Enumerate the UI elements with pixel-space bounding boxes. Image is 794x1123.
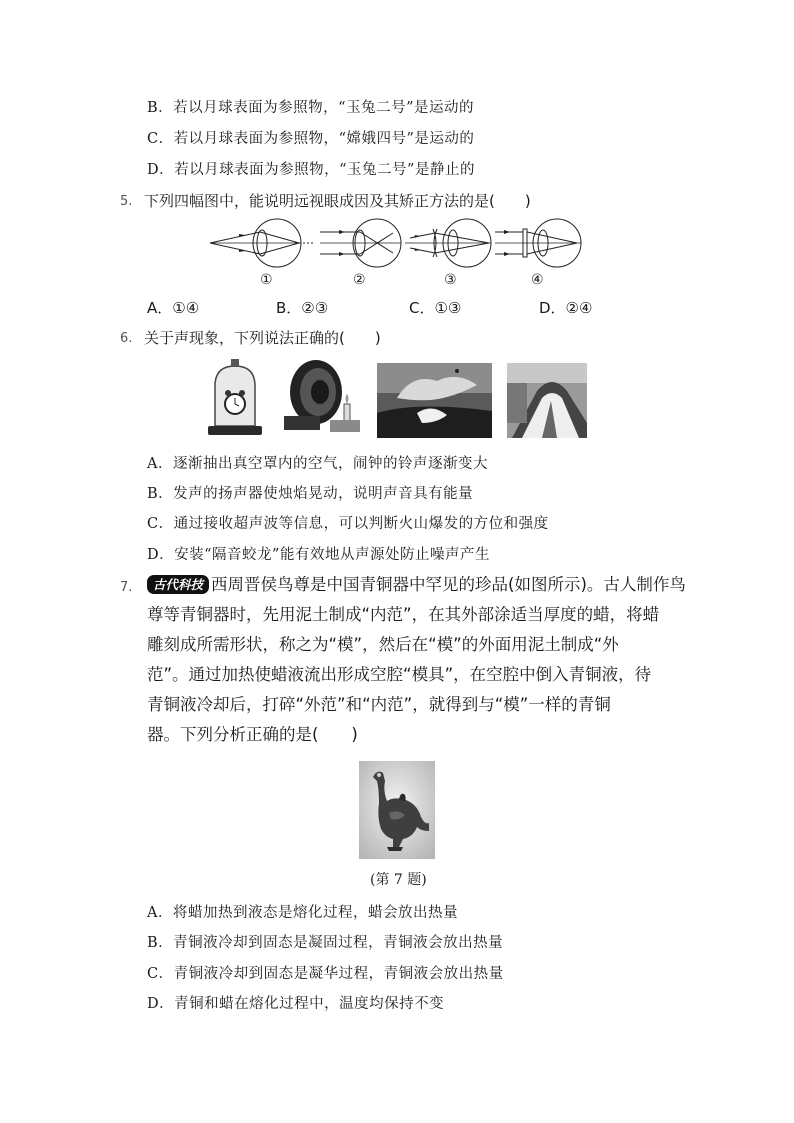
eye-diagram-4 bbox=[495, 219, 581, 267]
eye-diagram-1 bbox=[210, 219, 315, 267]
figure-label-4: ④ bbox=[531, 272, 544, 288]
q7-stem-line-3: 雕刻成所需形状，称之为“模”，然后在“模”的外面用泥土制成“外 bbox=[147, 635, 619, 654]
q7-option-b: B．青铜液冷却到固态是凝固过程，青铜液会放出热量 bbox=[147, 935, 504, 951]
q6-number: 6. bbox=[120, 331, 133, 346]
figure-label-2: ② bbox=[353, 272, 366, 288]
q5-choice-a: A．①④ bbox=[147, 299, 200, 317]
figure-label-3: ③ bbox=[444, 272, 457, 288]
q5-choice-b: B．②③ bbox=[276, 299, 329, 317]
ancient-tech-badge: 古代科技 bbox=[147, 575, 209, 594]
q6-stem: 关于声现象，下列说法正确的( ) bbox=[144, 329, 381, 347]
q7-number: 7. bbox=[120, 580, 133, 595]
bronze-bird-zun-image bbox=[359, 761, 435, 859]
q7-stem-line-2: 尊等青铜器时，先用泥土制成“内范”，在其外部涂适当厚度的蜡，将蜡 bbox=[147, 605, 660, 624]
eye-diagram-3 bbox=[405, 219, 491, 267]
q7-stem-line-1: 古代科技 西周晋侯鸟尊是中国青铜器中罕见的珍品(如图所示)。古人制作鸟 bbox=[147, 570, 667, 600]
q4-option-d: D．若以月球表面为参照物，“玉兔二号”是静止的 bbox=[147, 162, 475, 178]
vacuum-bell-jar-image bbox=[205, 356, 265, 438]
q6-option-a: A．逐渐抽出真空罩内的空气，闹钟的铃声逐渐变大 bbox=[147, 456, 488, 472]
q7-stem-line-4: 范”。通过加热使蜡液流出形成空腔“模具”，在空腔中倒入青铜液，待 bbox=[147, 665, 652, 684]
speaker-candle-image bbox=[278, 356, 364, 436]
figure-7-caption: (第 7 题) bbox=[370, 872, 427, 888]
q5-choice-d: D．②④ bbox=[539, 299, 593, 317]
q7-stem-line-6: 器。下列分析正确的是( ) bbox=[147, 725, 358, 744]
eye-optics-figure bbox=[205, 215, 590, 273]
q7-option-a: A．将蜡加热到液态是熔化过程，蜡会放出热量 bbox=[147, 905, 458, 921]
q5-choice-c: C．①③ bbox=[409, 299, 462, 317]
q5-number: 5. bbox=[120, 194, 133, 209]
sound-barrier-tunnel-image bbox=[507, 363, 587, 438]
q7-option-d: D．青铜和蜡在熔化过程中，温度均保持不变 bbox=[147, 996, 445, 1012]
q7-option-c: C．青铜液冷却到固态是凝华过程，青铜液会放出热量 bbox=[147, 966, 504, 982]
q6-option-d: D．安装“隔音蛟龙”能有效地从声源处防止噪声产生 bbox=[147, 547, 490, 563]
figure-label-1: ① bbox=[260, 272, 273, 288]
q7-stem-line-5: 青铜液冷却后，打碎“外范”和“内范”，就得到与“模”一样的青铜 bbox=[147, 695, 611, 714]
q6-option-c: C．通过接收超声波等信息，可以判断火山爆发的方位和强度 bbox=[147, 516, 549, 532]
q4-option-c: C．若以月球表面为参照物，“嫦娥四号”是运动的 bbox=[147, 131, 475, 147]
q6-option-b: B．发声的扬声器使烛焰晃动，说明声音具有能量 bbox=[147, 486, 474, 502]
q5-stem: 下列四幅图中，能说明远视眼成因及其矫正方法的是( ) bbox=[144, 192, 531, 210]
eye-diagram-2 bbox=[320, 219, 401, 267]
q7-stem bbox=[147, 570, 686, 750]
volcano-eruption-image bbox=[377, 363, 492, 438]
q4-option-b: B．若以月球表面为参照物，“玉兔二号”是运动的 bbox=[147, 100, 474, 116]
